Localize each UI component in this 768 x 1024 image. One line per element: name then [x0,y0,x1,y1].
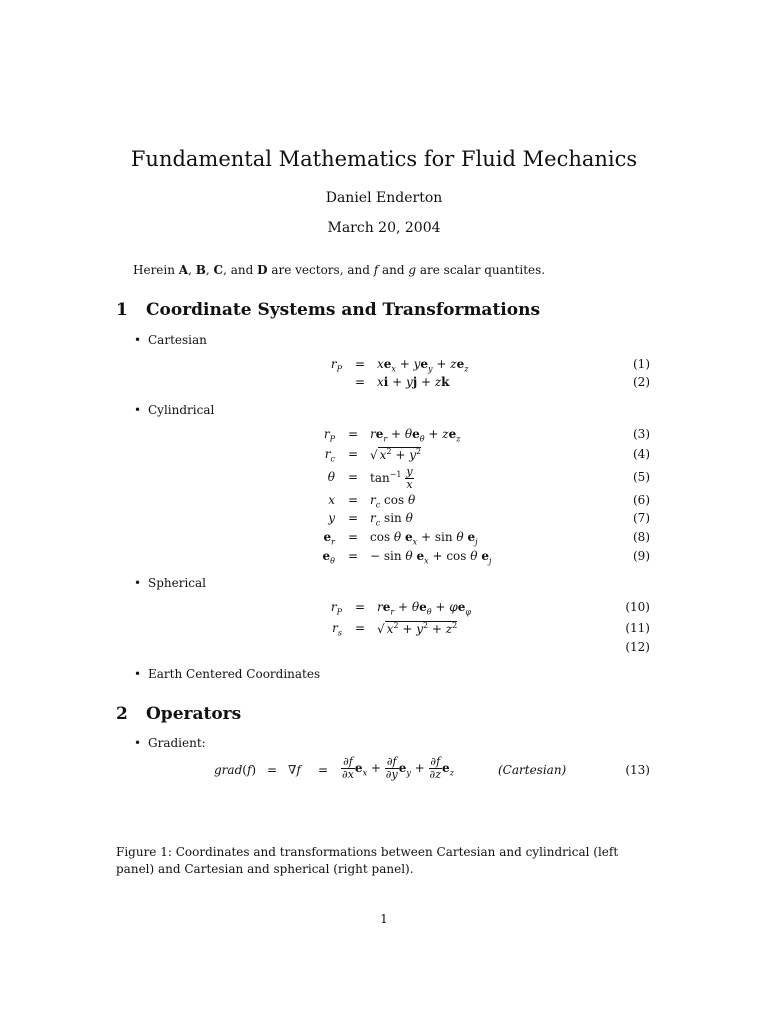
vector-symbol: A [178,263,189,277]
bullet-dot: • [134,667,142,681]
equation: x = $r_c$ cos θ (6) [328,493,650,510]
equation: $r_P$ = $xe_x + ye_y + ze_z$ (1) [330,357,650,374]
bullet-dot: • [134,736,142,750]
bullet-item [134,576,206,590]
equation: y = $r_c$ sin θ (7) [328,511,650,528]
equation-number: (2) [633,375,650,389]
intro-text: and [378,263,409,277]
bullet-item [134,333,207,347]
equation: θ = $\tan^{-1}$ $\frac{y}{x}$ (5) [327,465,650,491]
intro-text: Herein [133,263,179,277]
bullet-dot: • [134,403,142,417]
equation-number: (3) [633,427,650,441]
equation: $e_\theta$ = − sin θ $e_x + \cos \theta$ $e_j$ (9) [322,549,650,566]
intro-text: , and [223,263,258,277]
equation-number: (4) [633,447,650,461]
equation-number: (10) [625,600,650,614]
equation-number: (7) [633,511,650,525]
section-heading [116,300,540,320]
page-number: 1 [380,912,388,926]
bullet-dot: • [134,576,142,590]
vector-symbol: C [213,263,224,277]
equation: $r_P$ = $re_r + \theta e_\theta + ze_z$ (3) [323,427,650,444]
equation: grad(f) = ∇f = $\frac{\partial f}{\partial x}$ $e_x$ + $\frac{\partial f}{\partial y}$ $e_y$ + $\frac{\partial f}{\partial z}$ $e_z$ (Cartesian) (13) [214,755,650,781]
intro-text: are scalar quantites. [416,263,546,277]
vector-symbol: B [195,263,206,277]
section-title: Coordinate Systems and Transformations [146,300,541,320]
equation-number: (8) [633,530,650,544]
bullet-item [134,403,214,417]
intro-paragraph [133,263,545,277]
equation-number: (13) [625,763,650,777]
paper-title: Fundamental Mathematics for Fluid Mechanics [130,147,638,171]
equation-number: (1) [633,357,650,371]
scalar-symbol: f [373,263,379,277]
equation: = xi + yj + zk (2) [354,375,650,389]
intro-text: , [205,263,214,277]
equation: $e_r$ = cos θ $e_x + \sin \theta$ $e_j$ (8) [323,530,650,547]
section-number: 1 [116,300,128,320]
paper-date: March 20, 2004 [327,220,441,236]
figure-caption: Figure 1: Coordinates and transformations between Cartesian and cylindrical (left panel) and Cartesian and spherical (right panel). [116,845,619,876]
paper-author: Daniel Enderton [325,190,443,206]
section-title: Operators [146,704,242,724]
equation: $r_P$ = $re_r + \theta e_\theta + \varphi e_\varphi$ (10) [330,600,650,617]
vector-symbol: D [257,263,268,277]
equation-number: (5) [633,470,650,484]
bullet-label: Spherical [148,576,207,590]
bullet-label: Cartesian [148,333,207,347]
bullet-item [134,736,206,750]
equation-number: (11) [625,621,650,635]
bullet-label: Earth Centered Coordinates [148,667,321,681]
bullet-label: Gradient: [148,736,206,750]
section-heading [116,704,241,724]
intro-text: are vectors, and [267,263,374,277]
bullet-label: Cylindrical [148,403,215,417]
equation-number: (9) [633,549,650,563]
bullet-item [134,667,320,681]
equation: $r_c$ = √ $x^2 + y^2$ (4) [324,447,650,464]
scalar-symbol: g [408,263,417,277]
bullet-dot: • [134,333,142,347]
coordinate-note: (Cartesian) [498,763,567,777]
intro-text: , [188,263,196,277]
equation [0,640,768,656]
equation-number: (12) [625,640,650,654]
equation-number: (6) [633,493,650,507]
section-number: 2 [116,704,128,724]
equation: $r_s$ = √ $x^2 + y^2 + z^2$ (11) [332,621,650,638]
